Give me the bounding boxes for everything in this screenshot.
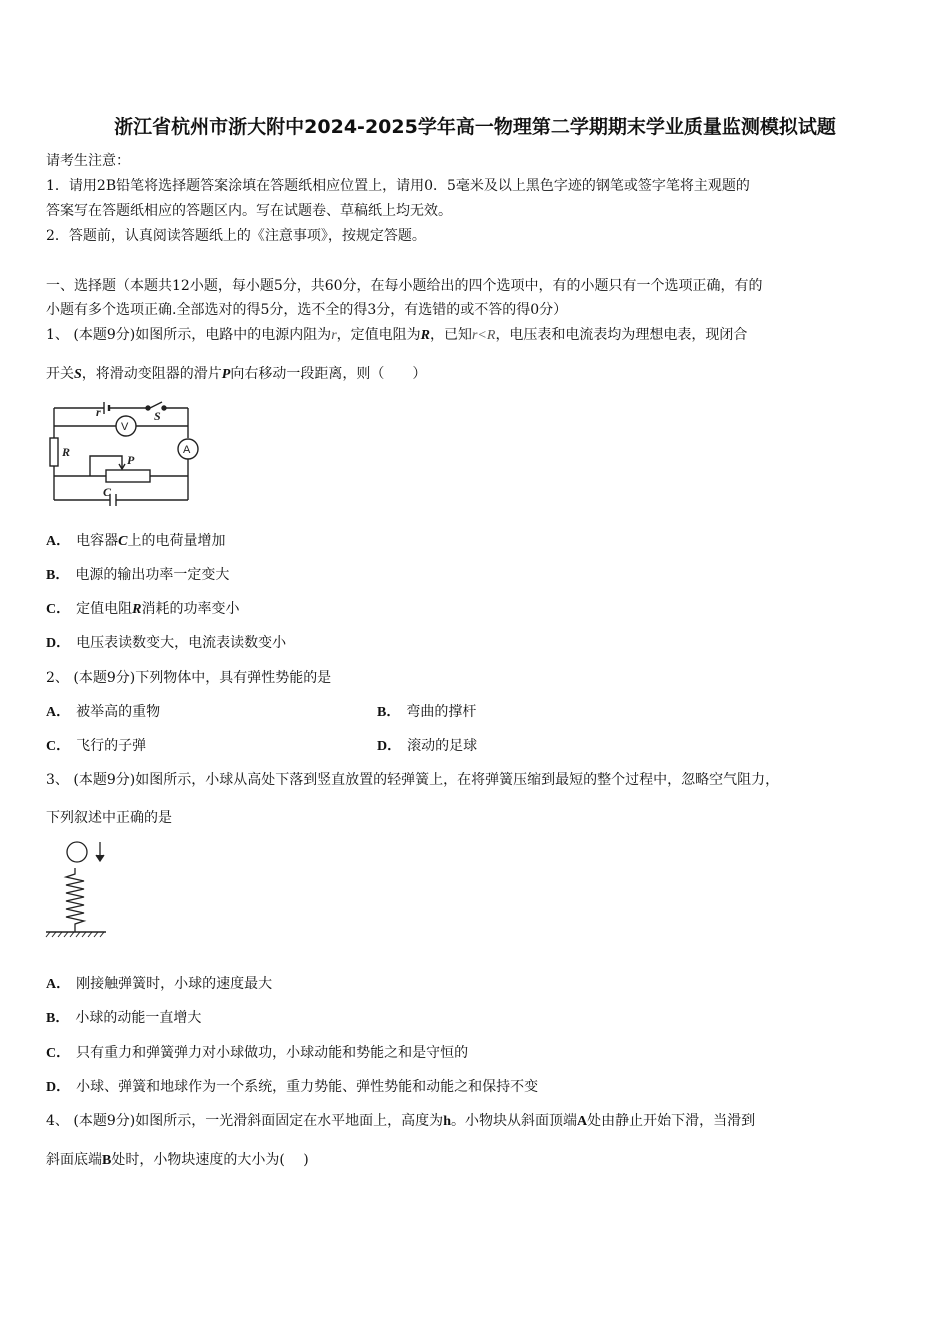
q1-option-d — [46, 633, 286, 654]
q1-option-a-symbol: C — [118, 534, 128, 549]
q2-stem: 2、 (本题9分)下列物体中，具有弹性势能的是 — [46, 670, 332, 686]
q2-option-a-label: A． — [46, 705, 71, 720]
q3-option-a-text: 刚接触弹簧时，小球的速度最大 — [76, 976, 273, 992]
q3-option-c — [46, 1043, 468, 1064]
q1-stem-line-1 — [46, 325, 747, 346]
fig1-label-R: R — [62, 445, 71, 459]
q1-option-c-text-1: 定值电阻 — [76, 601, 133, 617]
fig1-label-A: A — [183, 444, 191, 456]
q3-option-d-label: D． — [46, 1080, 71, 1095]
q2-option-b-label: B． — [377, 705, 401, 720]
notice-line-1a: 1．请用2B铅笔将选择题答案涂填在答题纸相应位置上，请用0．5毫米及以上黑色字迹的钢笔或签字笔将主观题的 — [46, 178, 750, 194]
q2-option-d-text: 滚动的足球 — [407, 738, 478, 754]
q2-option-c-label: C． — [46, 739, 71, 754]
notice-line-2: 2．答题前，认真阅读答题纸上的《注意事项》，按规定答题。 — [46, 228, 426, 244]
q1-option-b-label: B． — [46, 568, 70, 583]
q3-stem-line-1: 3、 (本题9分)如图所示，小球从高处下落到竖直放置的轻弹簧上，在将弹簧压缩到最短的整个过程中，忽略空气阻力， — [46, 772, 780, 788]
q1-option-c — [46, 599, 239, 620]
q1-stem-line-2 — [46, 364, 426, 385]
q3-option-b-label: B． — [46, 1011, 70, 1026]
q3-option-b — [46, 1008, 201, 1029]
q1-R-symbol: R — [420, 328, 430, 343]
q4-B-symbol: B — [102, 1153, 112, 1168]
q2-option-c-text: 飞行的子弹 — [76, 738, 147, 754]
fig1-label-P: P — [127, 453, 135, 467]
q1-prefix: 1、 (本题9分)如图所示，电路中的电源内阻为 — [46, 327, 332, 343]
q1-option-c-label: C． — [46, 602, 71, 617]
q1-option-c-symbol: R — [132, 602, 142, 617]
q2-option-d — [377, 736, 477, 757]
section-line-1: 一、选择题（本题共12小题，每小题5分，共60分，在每小题给出的四个选项中，有的小题只有一个选项正确，有的 — [46, 278, 763, 294]
q2-option-b-text: 弯曲的撑杆 — [406, 704, 477, 720]
q3-option-c-label: C． — [46, 1046, 71, 1061]
q3-option-b-text: 小球的动能一直增大 — [75, 1010, 202, 1026]
q3-option-a — [46, 974, 272, 995]
q1-option-a-label: A． — [46, 534, 71, 549]
q2-option-a-text: 被举高的重物 — [76, 704, 161, 720]
q3-option-a-label: A． — [46, 977, 71, 992]
q1-tail: ，电压表和电流表均为理想电表，现闭合 — [495, 327, 748, 343]
q3-stem-line-2: 下列叙述中正确的是 — [46, 810, 172, 826]
q1-line2c: 向右移动一段距离，则（ ） — [230, 366, 427, 382]
q4-line2b: 处时，小物块速度的大小为( ) — [111, 1152, 309, 1168]
fig1-label-r: r — [96, 405, 101, 419]
q1-S-symbol: S — [74, 367, 82, 382]
q1-option-b-text: 电源的输出功率一定变大 — [75, 567, 230, 583]
fig1-label-S: S — [154, 409, 161, 423]
q1-option-a — [46, 531, 225, 552]
q4-line1b: 。小物块从斜面顶端 — [450, 1113, 577, 1129]
q4-h-symbol: h — [443, 1114, 451, 1129]
q2-option-b — [377, 702, 476, 723]
q4-line1c: 处由静止开始下滑，当滑到 — [587, 1113, 756, 1129]
q4-line2a: 斜面底端 — [46, 1152, 102, 1168]
page-title: 浙江省杭州市浙大附中2024-2025学年高一物理第二学期期末学业质量监测模拟试题 — [114, 116, 836, 138]
q1-line2a: 开关 — [46, 366, 74, 382]
fig1-label-C: C — [103, 485, 112, 499]
q3-option-c-text: 只有重力和弹簧弹力对小球做功，小球动能和势能之和是守恒的 — [76, 1045, 469, 1061]
q3-option-d-text: 小球、弹簧和地球作为一个系统，重力势能、弹性势能和动能之和保持不变 — [76, 1079, 539, 1095]
notice-heading: 请考生注意： — [46, 153, 130, 169]
q4-stem-line-1 — [46, 1111, 755, 1132]
q4-line1a: 4、 (本题9分)如图所示，一光滑斜面固定在水平地面上，高度为 — [46, 1113, 444, 1129]
fig1-label-V: V — [121, 421, 129, 433]
q1-option-a-text-2: 上的电荷量增加 — [127, 533, 226, 549]
q1-option-d-text: 电压表读数变大，电流表读数变小 — [76, 635, 287, 651]
q3-option-d — [46, 1077, 538, 1098]
spring-diagram — [44, 838, 114, 942]
q1-option-d-label: D． — [46, 636, 71, 651]
q1-r-symbol: r — [331, 328, 337, 343]
q1-condition: r<R — [471, 328, 496, 343]
q1-option-a-text-1: 电容器 — [76, 533, 119, 549]
q1-mid1: ，定值电阻为 — [336, 327, 421, 343]
q4-A-symbol: A — [576, 1114, 588, 1129]
q1-mid2: ，已知 — [429, 327, 472, 343]
circuit-diagram — [46, 398, 206, 508]
q1-option-c-text-2: 消耗的功率变小 — [141, 601, 240, 617]
q4-stem-line-2 — [46, 1150, 309, 1171]
q2-option-a — [46, 702, 160, 723]
section-line-2: 小题有多个选项正确.全部选对的得5分，选不全的得3分，有选错的或不答的得0分） — [46, 302, 568, 318]
q1-P-symbol: P — [221, 367, 231, 382]
q2-option-d-label: D． — [377, 739, 402, 754]
q1-option-b — [46, 565, 229, 586]
q1-line2b: ，将滑动变阻器的滑片 — [81, 366, 222, 382]
q2-option-c — [46, 736, 146, 757]
notice-line-1b: 答案写在答题纸相应的答题区内。写在试题卷、草稿纸上均无效。 — [46, 203, 452, 219]
